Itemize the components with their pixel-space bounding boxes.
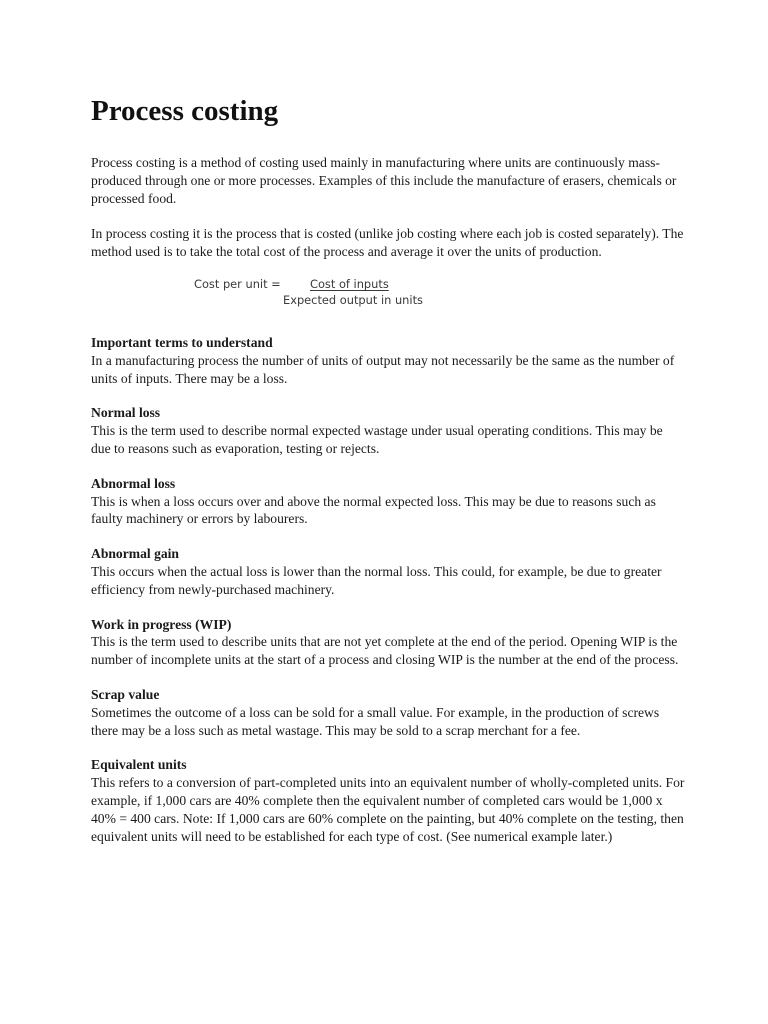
section-body: This is when a loss occurs over and above the normal expected loss. This may be due to reasons such as faulty machinery or errors by labourers. [91, 493, 656, 527]
section-body: In a manufacturing process the number of units of output may not necessarily be the same as the number of units of inputs. There may be a loss. [91, 352, 675, 386]
section-abnormal-loss [91, 475, 685, 528]
formula-lhs: Cost per unit = [194, 276, 281, 291]
section-scrap-value [91, 686, 685, 739]
section-heading: Work in progress (WIP) [91, 616, 232, 632]
formula-denominator: Expected output in units [283, 292, 423, 307]
section-heading: Abnormal gain [91, 546, 179, 562]
intro-paragraph-2: In process costing it is the process that is costed (unlike job costing where each job is costed separately). The method used is to take the total cost of the process and average it over the units of production. [91, 226, 684, 260]
document-page [91, 94, 685, 862]
section-equivalent-units [91, 756, 685, 845]
section-normal-loss [91, 404, 685, 457]
intro-paragraph-1: Process costing is a method of costing used mainly in manufacturing where units are continuously mass-produced through one or more processes. Examples of this include the manufacture of erasers, chemicals or processed food. [91, 155, 677, 206]
section-heading: Abnormal loss [91, 475, 176, 491]
formula-numerator: Cost of inputs [310, 276, 389, 291]
section-important-terms [91, 334, 685, 387]
section-abnormal-gain [91, 545, 685, 598]
section-body: Sometimes the outcome of a loss can be sold for a small value. For example, in the production of screws there may be a loss such as metal wastage. This may be sold to a scrap merchant for a fee. [91, 704, 660, 738]
section-heading: Normal loss [91, 405, 161, 421]
section-body: This refers to a conversion of part-completed units into an equivalent number of wholly-completed units. For example, if 1,000 cars are 40% complete then the equivalent number of completed cars would be 1,000 x 40% = 400 cars. Note: If 1,000 cars are 60% complete on the painting, but 40% complete on the testing, then equivalent units will need to be established for each type of cost. (See numerical example later.) [91, 775, 685, 844]
section-heading: Equivalent units [91, 757, 187, 773]
section-body: This is the term used to describe units that are not yet complete at the end of the period. Opening WIP is the number of incomplete units at the start of a process and closing WIP is the number at the end of the process. [91, 634, 679, 668]
page-title: Process costing [91, 95, 279, 127]
section-work-in-progress [91, 616, 685, 669]
section-body: This occurs when the actual loss is lower than the normal loss. This could, for example, be due to greater efficiency from newly-purchased machinery. [91, 563, 662, 597]
section-heading: Important terms to understand [91, 334, 273, 350]
section-heading: Scrap value [91, 686, 160, 702]
cost-per-unit-formula [91, 275, 685, 315]
section-body: This is the term used to describe normal expected wastage under usual operating conditions. This may be due to reasons such as evaporation, testing or rejects. [91, 423, 663, 456]
